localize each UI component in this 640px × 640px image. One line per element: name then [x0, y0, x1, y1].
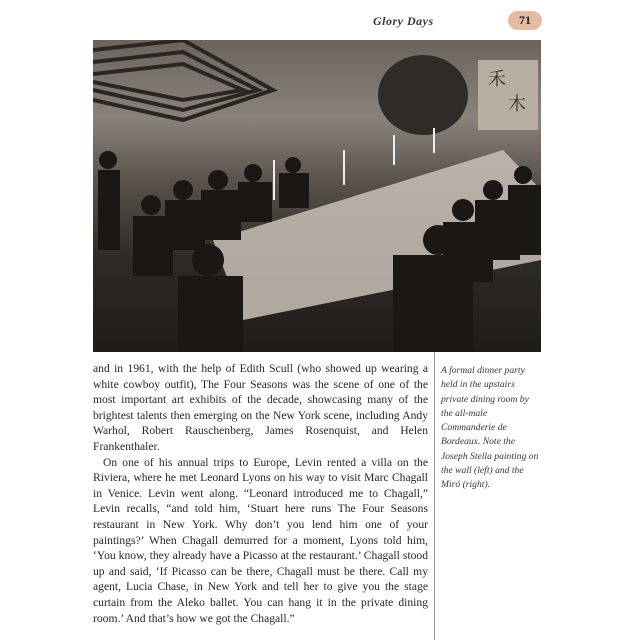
dinner-party-photo: [93, 40, 541, 352]
paragraph: and in 1961, with the help of Edith Scull (who showed up wearing a white cowboy outfit), The Four Seasons was the scene of one of the most important art exhibits of the decade, showcasing many of the brightest talents then emerging on the New York scene, including Andy Warhol, Robert Rauschenberg, James Rosenquist, and Helen Frankenthaler.: [93, 362, 428, 453]
paragraph: On one of his annual trips to Europe, Levin rented a villa on the Riviera, where he met Leonard Lyons on his way to visit Marc Chagall in Venice. Levin went along. “Leonard introduced me to Chagall,” Levin recalls, “and told him, ‘Stuart here runs The Four Seasons restaurant in New York. Why don’t you lend him one of your paintings?’ When Chagall demurred for a moment, Lyons told him, ‘You know, they already have a Picasso at the restaurant.’ Chagall stood up and said, ‘If Picasso can be there, Chagall must be there. Call my agent, Lucia Chase, in New York and tell her to give you the stage curtain from the Aleko ballet. You can hang it in the private dining room.’ And that’s how we got the Chagall.”: [93, 455, 428, 625]
column-divider: [434, 352, 435, 640]
photo-caption: A formal dinner party held in the upstairs private dining room by the all-male Commanderie de Bordeaux. Note the Joseph Stella painting on the wall (left) and the Miró (right).: [441, 365, 539, 491]
page-number: 71: [508, 11, 542, 30]
running-header: Glory Days: [373, 14, 434, 28]
body-text: [93, 361, 428, 626]
svg-text:木: 木: [508, 94, 526, 114]
svg-text:禾: 禾: [488, 69, 506, 89]
